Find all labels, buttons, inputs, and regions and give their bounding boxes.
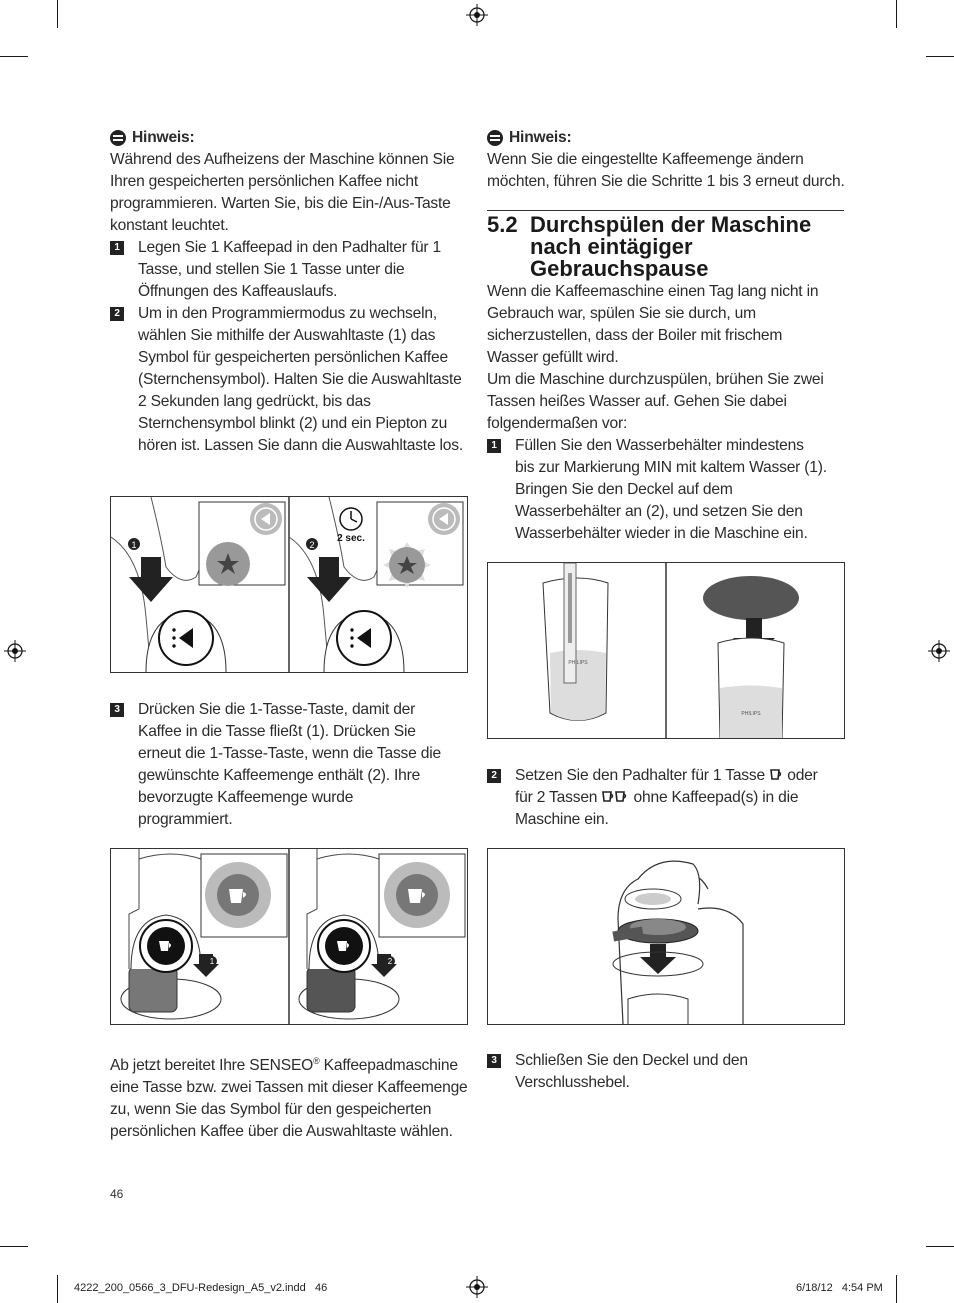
- registration-mark-icon: [466, 1276, 488, 1298]
- crop-mark: [57, 1275, 58, 1303]
- step-number: 1: [110, 241, 124, 255]
- step-number: 2: [110, 307, 124, 321]
- note-icon: [487, 130, 503, 146]
- callout-number: 2: [309, 540, 315, 550]
- step-text: Legen Sie 1 Kaffeepad in den Padhalter für 1 Tasse, und stellen Sie 1 Tasse unter die Öffnungen des Kaffeauslaufs.: [138, 239, 442, 300]
- crop-mark: [926, 1246, 954, 1247]
- step-text: Um in den Programmiermodus zu wechseln, wählen Sie mithilfe der Auswahltaste (1) das Symbol für gespeicherten persönlichen Kaffee (Sternchensymbol). Halten Sie die Auswahltaste 2 Sekunden lang gedrückt, bis das Sternchensymbol blinkt (2) und ein Piepton zu hören ist. Lassen Sie dann die Auswahltaste los.: [138, 305, 464, 454]
- step-text: Schließen Sie den Deckel und den Verschlusshebel.: [515, 1052, 748, 1091]
- water-tank-illustration: [488, 563, 844, 738]
- closing-text-b: Kaffeepadmaschine eine Tasse bzw. zwei Tassen mit dieser Kaffeemenge zu, wenn Sie das Symbol für den gespeicherten persönlichen Kaffee über die Auswahltaste wählen.: [110, 1057, 468, 1141]
- section-heading: [487, 214, 844, 280]
- crop-mark: [896, 0, 897, 28]
- crop-mark: [0, 56, 28, 57]
- left-note: [110, 127, 470, 457]
- callout-number: 1: [209, 957, 215, 966]
- crop-mark: [0, 1246, 28, 1247]
- figure-pad-holder: [487, 848, 845, 1025]
- section-title: Durchspülen der Maschine nach eintägiger Gebrauchspause: [530, 212, 812, 281]
- step-2: [110, 303, 470, 457]
- note-heading: [110, 127, 470, 149]
- left-closing: [110, 1050, 470, 1143]
- programming-illustration: [111, 497, 467, 672]
- pad-holder-illustration: [488, 849, 844, 1024]
- figure-water-tank: [487, 562, 845, 739]
- flush-step-1: [487, 435, 827, 545]
- step-text: Drücken Sie die 1-Tasse-Taste, damit der Kaffee in die Tasse fließt (1). Drücken Sie erneut die 1-Tasse-Taste, wenn die Tasse die gewünschte Kaffeemenge enthält (2). Ihre bevorzugte Kaffeemenge wurde programmiert.: [138, 701, 441, 828]
- footer-date: 6/18/12 4:54 PM: [796, 1282, 883, 1294]
- timer-label: 2 sec.: [337, 533, 365, 544]
- step-text-c: ohne Kaffeepad(s) in die Maschine ein.: [515, 789, 799, 828]
- step-text-a: Setzen Sie den Padhalter für 1 Tasse: [515, 767, 770, 784]
- intro-paragraph-2: Um die Maschine durchzuspülen, brühen Sie zwei Tassen heißes Wasser auf. Gehen Sie dabei folgendermaßen vor:: [487, 371, 824, 432]
- step-text: Füllen Sie den Wasserbehälter mindestens bis zur Markierung MIN mit kaltem Wasser (1). Bringen Sie den Deckel auf dem Wasserbehälter an (2), und setzen Sie den Wasserbehälter wieder in die Maschine ein.: [515, 437, 827, 542]
- right-step-2-block: [487, 765, 832, 831]
- step-1: [110, 237, 470, 303]
- page-number: 46: [110, 1187, 124, 1201]
- note-label: Hinweis:: [509, 129, 572, 146]
- crop-mark: [896, 1275, 897, 1303]
- registration-mark-icon: [466, 4, 488, 26]
- callout-number: 2: [387, 957, 393, 966]
- right-body: [487, 281, 827, 545]
- step-number: 3: [487, 1054, 501, 1068]
- crop-mark: [57, 0, 58, 28]
- registration-mark-icon: [928, 640, 950, 662]
- brewing-illustration: [111, 849, 467, 1024]
- registered-mark: ®: [313, 1056, 320, 1066]
- crop-mark: [926, 56, 954, 57]
- tank-brand: PHILIPS: [568, 660, 588, 666]
- two-cups-icon: [601, 790, 629, 803]
- note-text: Während des Aufheizens der Maschine können Sie Ihren gespeicherten persönlichen Kaffee nicht programmieren. Warten Sie, bis die Ein-/Aus-Taste konstant leuchtet.: [110, 151, 455, 234]
- right-step-3-block: [487, 1050, 832, 1094]
- step-text-b: oder für 2 Tassen: [515, 767, 818, 806]
- step-number: 2: [487, 769, 501, 783]
- step-3: [110, 699, 450, 831]
- step-number: 1: [487, 439, 501, 453]
- figure-brewing: [110, 848, 468, 1025]
- flush-step-2: [487, 765, 832, 831]
- note-icon: [110, 130, 126, 146]
- section-divider: [487, 210, 844, 211]
- note-heading: [487, 127, 847, 149]
- tank-brand: PHILIPS: [741, 711, 761, 717]
- section-number: 5.2: [487, 212, 518, 237]
- footer-filename: 4222_200_0566_3_DFU-Redesign_A5_v2.indd 46: [74, 1282, 328, 1294]
- callout-number: 1: [131, 540, 137, 550]
- note-label: Hinweis:: [132, 129, 195, 146]
- figure-programming: [110, 496, 468, 673]
- left-step-3-block: [110, 699, 450, 831]
- note-text: Wenn Sie die eingestellte Kaffeemenge ändern möchten, führen Sie die Schritte 1 bis 3 erneut durch.: [487, 151, 845, 190]
- right-note: [487, 127, 847, 193]
- closing-text-a: Ab jetzt bereitet Ihre SENSEO: [110, 1057, 314, 1075]
- flush-step-3: [487, 1050, 832, 1094]
- registration-mark-icon: [4, 640, 26, 662]
- one-cup-icon: [769, 768, 783, 781]
- step-number: 3: [110, 703, 124, 717]
- intro-paragraph-1: Wenn die Kaffeemaschine einen Tag lang nicht in Gebrauch war, spülen Sie sie durch, um sicherzustellen, dass der Boiler mit frischem Wasser gefüllt wird.: [487, 283, 819, 366]
